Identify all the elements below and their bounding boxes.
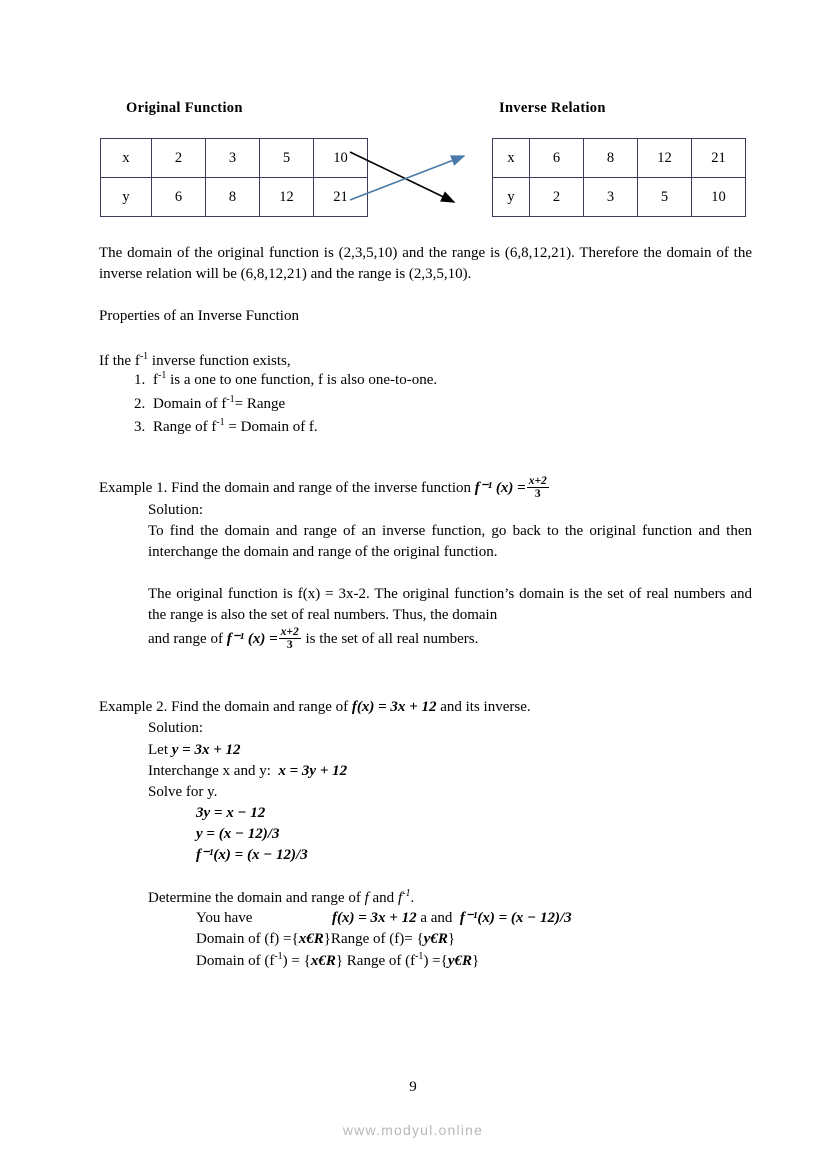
cell: 5 — [638, 178, 692, 217]
cell: 3 — [206, 139, 260, 178]
brace-close: } — [472, 953, 480, 969]
prop-prefix: f — [153, 372, 158, 388]
example1-p3-fraction — [279, 626, 301, 651]
table-row — [493, 139, 746, 178]
range-open: ) ={ — [423, 953, 448, 969]
example1-fraction — [527, 475, 549, 500]
brace-close: } — [447, 931, 456, 947]
cell: x — [101, 139, 152, 178]
cell: 21 — [692, 139, 746, 178]
determine-end: . — [410, 890, 415, 906]
prop-suffix: is a one to one function, f is also one-to-one. — [166, 372, 438, 388]
domain-open: ) = { — [282, 953, 311, 969]
determine-finv: f — [397, 890, 403, 906]
superscript-inverse: -1 — [226, 393, 235, 405]
cell: 10 — [692, 178, 746, 217]
if-exists-suffix: inverse function exists, — [148, 353, 291, 369]
range-text: }Range of (f)= { — [323, 931, 424, 947]
list-item — [149, 368, 437, 392]
fraction-denominator: 3 — [527, 487, 549, 500]
cell: y — [101, 178, 152, 217]
range-set: y€R — [447, 953, 473, 969]
superscript-inverse: -1 — [139, 351, 149, 362]
example1-formula: f⁻¹ (x) = — [474, 480, 526, 497]
youhave-formula-2: f⁻¹(x) = (x − 12)/3 — [459, 910, 572, 926]
mapping-arrows — [344, 138, 494, 220]
superscript-inverse: -1 — [402, 888, 411, 899]
domain-paragraph: The domain of the original function is (2,3,5,10) and the range is (6,8,12,21). Therefore the domain of the inverse relation will be (6,8,12,21) and the range is (2,3,5,10). — [99, 245, 752, 283]
table-row — [101, 178, 368, 217]
example2-determine-line — [148, 887, 414, 909]
let-prefix: Let — [148, 742, 168, 758]
cell: 8 — [584, 139, 638, 178]
example2-step-1 — [196, 803, 265, 824]
step-formula: f⁻¹(x) = (x − 12)/3 — [196, 847, 308, 863]
example2-lead — [99, 697, 759, 718]
example2-domain-line-2 — [196, 950, 479, 972]
prop-suffix: = Range — [234, 395, 286, 412]
example2-solution-label: Solution: — [148, 720, 204, 736]
cell: 12 — [260, 178, 314, 217]
inverse-relation-table — [492, 138, 746, 217]
prop-prefix: Domain of f — [153, 395, 227, 412]
cell: 5 — [260, 139, 314, 178]
example2-lead-suffix: and its inverse. — [440, 699, 531, 715]
example2-let-line — [148, 740, 241, 761]
superscript-inverse: -1 — [216, 417, 225, 428]
original-function-heading: Original Function — [126, 100, 243, 116]
example1-paragraph-2: The original function is f(x) = 3x-2. The original function’s domain is the set of real numbers and the range is also the set of real numbers. Thus, the domain — [148, 586, 752, 624]
cell: y — [493, 178, 530, 217]
example2-youhave-equations — [332, 908, 572, 929]
example2-step-2 — [196, 824, 279, 845]
cell: 12 — [638, 139, 692, 178]
example1-solution-label: Solution: — [148, 502, 204, 518]
cell: 6 — [530, 139, 584, 178]
example1-paragraph-1: To find the domain and range of an inverse function, go back to the original function and then interchange the domain and range of the original function. — [148, 523, 752, 561]
example1-lead-text: Example 1. Find the domain and range of the inverse function — [99, 480, 471, 497]
example1-p3-formula: f⁻¹ (x) = — [226, 631, 278, 648]
superscript-inverse: -1 — [158, 370, 167, 381]
cell: 2 — [530, 178, 584, 217]
cell: 6 — [152, 178, 206, 217]
let-formula: y = 3x + 12 — [171, 742, 241, 758]
example2-step-3 — [196, 845, 308, 866]
example2-lead-prefix: Example 2. Find the domain and range of — [99, 699, 349, 715]
domain-set: x€R — [298, 931, 324, 947]
example2-youhave-label: You have — [196, 910, 253, 926]
domain-set: x€R — [310, 953, 336, 969]
cell: 8 — [206, 178, 260, 217]
original-function-table — [100, 138, 368, 217]
example1-paragraph-3 — [148, 626, 752, 651]
domain-text: Domain of (f) ={ — [196, 931, 299, 947]
interchange-prefix: Interchange x and y: — [148, 763, 271, 779]
properties-heading: Properties of an Inverse Function — [99, 308, 299, 324]
example2-domain-line-1 — [196, 929, 455, 950]
table-row — [101, 139, 368, 178]
cell: x — [493, 139, 530, 178]
determine-mid: and — [372, 890, 395, 906]
table-row — [493, 178, 746, 217]
domain-text: Domain of (f — [196, 953, 275, 969]
if-exists-prefix: If the f — [99, 353, 140, 369]
page-number: 9 — [409, 1079, 417, 1095]
inverse-relation-heading: Inverse Relation — [499, 100, 606, 116]
interchange-formula: x = 3y + 12 — [278, 763, 348, 779]
cell: 10 — [314, 139, 368, 178]
cell: 3 — [584, 178, 638, 217]
youhave-formula-1: f(x) = 3x + 12 — [332, 910, 417, 926]
example2-interchange-line — [148, 761, 347, 782]
cell: 21 — [314, 178, 368, 217]
watermark: www.modyul.online — [342, 1122, 484, 1138]
superscript-inverse: -1 — [415, 951, 424, 962]
example1-p3-suffix: is the set of all real numbers. — [305, 631, 479, 648]
example2-solve-line: Solve for y. — [148, 784, 218, 800]
superscript-inverse: -1 — [274, 951, 283, 962]
range-set: y€R — [423, 931, 448, 947]
list-item — [149, 415, 437, 439]
fraction-denominator: 3 — [279, 638, 301, 651]
range-text: } Range of (f — [335, 953, 416, 969]
determine-f: f — [364, 890, 369, 906]
prop-prefix: Range of f — [153, 419, 217, 435]
example2-lead-formula: f(x) = 3x + 12 — [351, 699, 437, 715]
cell: 2 — [152, 139, 206, 178]
step-formula: y = (x − 12)/3 — [196, 826, 280, 842]
youhave-mid: a and — [420, 910, 453, 926]
arrow-up — [350, 156, 464, 200]
step-formula: 3y = x − 12 — [196, 805, 266, 821]
example1-p3-prefix: and range of — [148, 631, 223, 648]
example1-lead — [99, 475, 759, 500]
properties-list — [99, 368, 437, 439]
fraction-numerator: x+2 — [528, 475, 547, 487]
fraction-numerator: x+2 — [280, 626, 299, 638]
prop-suffix: = Domain of f. — [224, 419, 318, 435]
determine-prefix: Determine the domain and range of — [148, 890, 361, 906]
list-item — [149, 392, 437, 416]
